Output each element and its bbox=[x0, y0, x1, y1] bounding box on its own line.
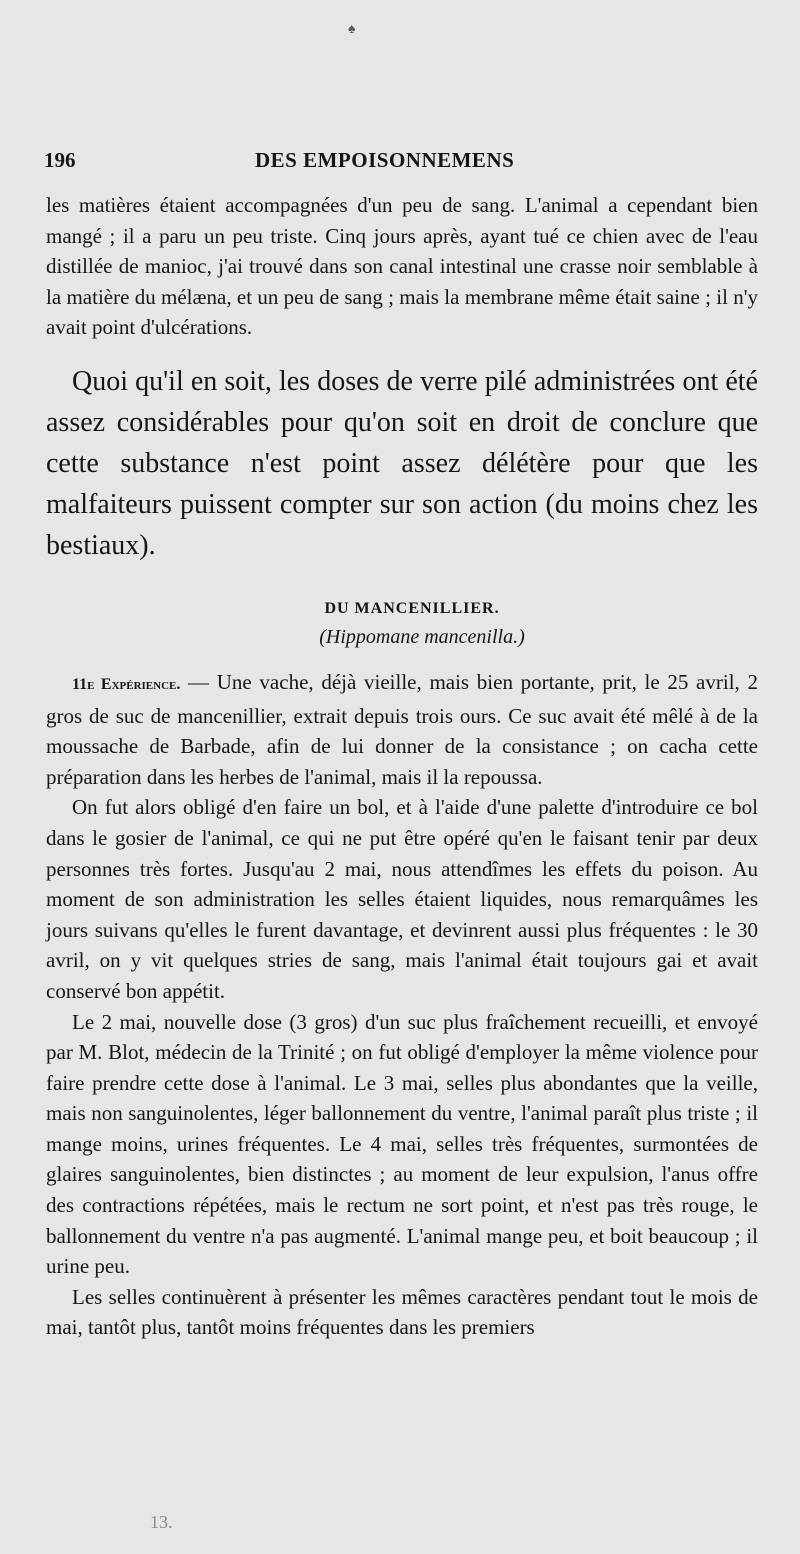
experiment-label: 11e Expérience. bbox=[72, 675, 181, 693]
experiment-text: — Une vache, déjà vieille, mais bien portante, prit, le 25 avril, 2 gros de suc de mancenillier, extrait depuis trois ours. Ce suc avait été mêlé à de la moussache de Barbade, afin de lui donner de la consistance ; on cacha cette préparation dans les herbes de l'animal, mais il la repoussa. bbox=[46, 669, 758, 789]
paragraph-experiment bbox=[46, 667, 758, 792]
paragraph-conclusion: Quoi qu'il en soit, les doses de verre pilé administrées ont été assez considérables pour qu'on soit en droit de conclure que cette substance n'est point assez délétère pour que les malfaiteurs puissent compter sur son action (du moins chez les bestiaux). bbox=[46, 365, 758, 561]
paragraph-mai: Le 2 mai, nouvelle dose (3 gros) d'un suc plus fraîchement recueilli, et envoyé par M. Blot, médecin de la Trinité ; on fut obligé d'employer la même violence pour faire prendre cette dose à l'animal. Le 3 mai, selles plus abondantes que la veille, mais non sanguinolentes, léger ballonnement du ventre, l'animal paraît plus triste ; il mange moins, urines fréquentes. Le 4 mai, selles très fréquentes, surmontées de glaires sanguinolentes, bien distinctes ; au moment de leur expulsion, l'anus offre des contractions répétées, mais le rectum ne sort point, et n'est pas très rouge, le ballonnement du ventre n'a pas augmenté. L'animal mange peu, et boit beaucoup ; il urine peu. bbox=[46, 1009, 758, 1279]
signature-mark: 13. bbox=[150, 1512, 173, 1532]
latin-name: (Hippomane mancenilla.) bbox=[319, 625, 525, 648]
page-header bbox=[44, 148, 756, 184]
page-body bbox=[46, 190, 758, 1343]
ink-mark: ♠ bbox=[348, 22, 356, 37]
section-title: DU MANCENILLIER. bbox=[324, 599, 500, 617]
paragraph-bol: On fut alors obligé d'en faire un bol, et à l'aide d'une palette d'introduire ce bol dans le gosier de l'animal, ce qui ne put être opéré qu'en le faisant tenir par deux personnes très fortes. Jusqu'au 2 mai, nous attendîmes les effets du poison. Au moment de son administration les selles étaient liquides, nous remarquâmes les jours suivans qu'elles le furent davantage, et devinrent aussi plus fréquentes : le 30 avril, on y vit quelques stries de sang, mais l'animal était toujours gai et avait conservé bon appétit. bbox=[46, 795, 758, 1003]
paragraph-intro: les matières étaient accompagnées d'un peu de sang. L'animal a cependant bien mangé ; il a paru un peu triste. Cinq jours après, ayant tué ce chien avec de l'eau distillée de manioc, j'ai trouvé dans son canal intestinal une crasse noir semblable à la matière du mélæna, et un peu de sang ; mais la membrane même était saine ; il n'y avait point d'ulcérations. bbox=[46, 193, 758, 340]
paragraph-last: Les selles continuèrent à présenter les mêmes caractères pendant tout le mois de mai, tantôt plus, tantôt moins fréquentes dans les premiers bbox=[46, 1284, 758, 1340]
page-number: 196 bbox=[44, 148, 76, 172]
running-title: DES EMPOISONNEMENS bbox=[255, 148, 515, 172]
